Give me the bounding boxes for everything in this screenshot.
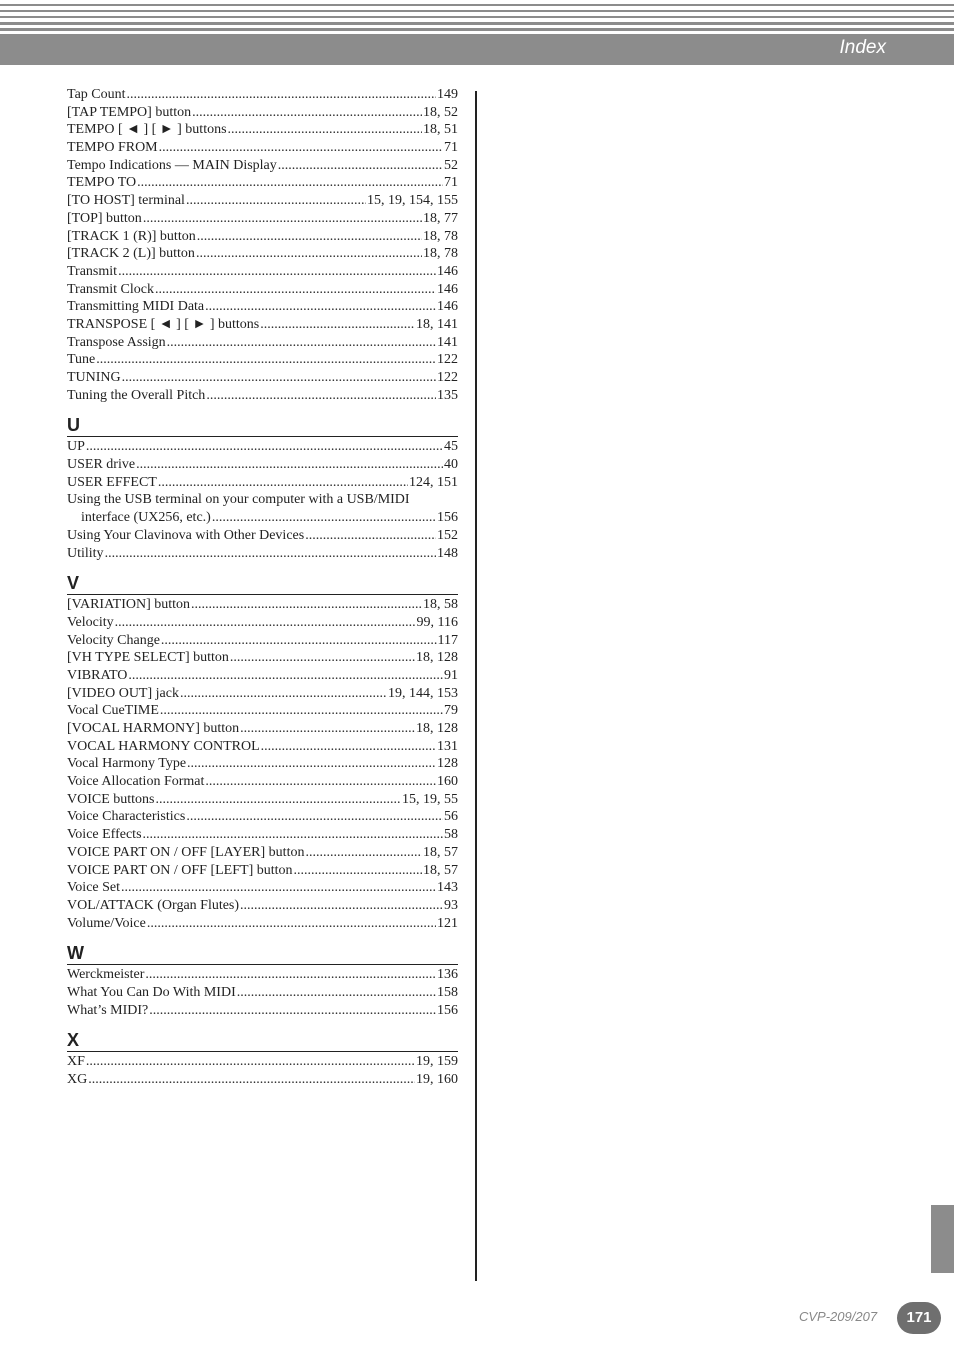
leader-dots [88,1071,415,1089]
index-entry [67,1053,458,1071]
leader-dots [206,387,436,405]
leader-dots [159,139,443,157]
index-term: TEMPO TO [67,175,137,191]
index-term: [TAP TEMPO] button [67,104,192,120]
column-divider [475,91,477,1281]
leader-dots [86,1053,415,1071]
index-entry [67,773,458,791]
page-refs: 18, 51 [423,122,458,138]
leader-dots [147,915,436,933]
page-refs: 93 [444,897,458,913]
index-term: Voice Effects [67,827,142,843]
index-entry [67,808,458,826]
index-term: What You Can Do With MIDI [67,984,236,1000]
leader-dots [118,263,436,281]
leader-dots [240,720,415,738]
leader-dots [305,527,436,545]
leader-dots [261,738,436,756]
index-term: Tap Count [67,87,126,102]
index-term: Velocity [67,614,114,630]
index-entry [67,649,458,667]
index-term: USER drive [67,457,136,473]
leader-dots [158,474,408,492]
leader-dots [122,369,436,387]
page-refs: 15, 19, 55 [402,791,458,807]
page-refs: 19, 144, 153 [388,685,458,701]
index-entry [67,915,458,933]
index-term: [VIDEO OUT] jack [67,685,179,701]
index-term: [VH TYPE SELECT] button [67,650,229,666]
page-refs: 18, 128 [416,721,458,737]
index-term: Voice Characteristics [67,809,186,825]
leader-dots [278,157,443,175]
page-refs: 71 [444,140,458,156]
page-refs: 146 [437,263,458,279]
leader-dots [137,174,443,192]
index-term: VOCAL HARMONY CONTROL [67,738,260,754]
index-entry [67,702,458,720]
index-term: Velocity Change [67,632,160,648]
index-term: Werckmeister [67,967,145,983]
index-term: VOICE PART ON / OFF [LEFT] button [67,862,293,878]
page-refs: 156 [437,1002,458,1018]
leader-dots [191,596,422,614]
index-term: VIBRATO [67,667,128,683]
index-term: TEMPO FROM [67,140,158,156]
page-refs: 18, 78 [423,246,458,262]
leader-dots [180,685,387,703]
index-entry [67,263,458,281]
leader-dots [186,192,366,210]
index-entry [67,174,458,192]
index-term: Voice Allocation Format [67,774,205,790]
page-refs: 18, 141 [416,316,458,332]
index-entry [67,632,458,650]
index-entry [67,157,458,175]
leader-dots [187,755,436,773]
leader-dots [212,509,436,527]
page-refs: 158 [437,984,458,1000]
footer-model: CVP-209/207 [799,1309,878,1324]
index-term: Utility [67,545,104,561]
leader-dots [192,104,422,122]
page-refs: 99, 116 [416,614,458,630]
leader-dots [205,298,436,316]
page-refs: 18, 57 [423,844,458,860]
page-refs: 122 [437,370,458,385]
index-term: What’s MIDI? [67,1002,149,1018]
page-refs: 56 [444,809,458,825]
index-entry [67,844,458,862]
leader-dots [127,86,436,104]
index-entry [67,738,458,756]
page-refs: 58 [444,827,458,843]
page-refs: 19, 160 [416,1072,458,1088]
page-refs: 156 [437,510,458,526]
index-entry [67,509,458,527]
index-entry [67,1071,458,1089]
index-entry [67,614,458,632]
header-stripes [0,0,954,34]
index-term: [VOCAL HARMONY] button [67,721,240,737]
page-refs: 18, 58 [423,597,458,613]
index-entry [67,545,458,563]
index-term: Transmit Clock [67,281,154,297]
index-entry [67,121,458,139]
page-refs: 18, 128 [416,650,458,666]
page-refs: 19, 159 [416,1054,458,1070]
page-refs: 160 [437,774,458,790]
leader-dots [197,228,422,246]
leader-dots [167,334,436,352]
index-term: XG [67,1072,88,1088]
leader-dots [260,316,415,334]
page-refs: 152 [437,527,458,543]
leader-dots [161,632,437,650]
index-entry [67,527,458,545]
page-refs: 71 [444,175,458,191]
leader-dots [196,245,422,263]
page-refs: 117 [437,632,458,648]
page-refs: 79 [444,703,458,719]
index-term: interface (UX256, etc.) [81,510,211,526]
page-refs: 146 [437,299,458,315]
index-term: Transpose Assign [67,334,166,350]
leader-dots [143,826,443,844]
page-refs: 91 [444,667,458,683]
page-refs: 122 [437,352,458,368]
section-letter: W [67,942,458,965]
page-refs: 121 [437,915,458,931]
leader-dots [230,649,415,667]
leader-dots [115,614,416,632]
leader-dots [143,210,422,228]
index-term: Voice Set [67,880,121,896]
leader-dots [156,791,402,809]
index-entry [67,228,458,246]
index-entry [67,474,458,492]
leader-dots [155,281,436,299]
leader-dots [86,438,443,456]
index-entry [67,387,458,405]
index-entry [67,966,458,984]
page-refs: 40 [444,457,458,473]
page-refs: 124, 151 [409,474,458,490]
index-term: VOICE buttons [67,791,155,807]
index-entry [67,720,458,738]
index-entry [67,139,458,157]
index-term: [VARIATION] button [67,597,191,613]
page-refs: 45 [444,439,458,455]
leader-dots [136,456,443,474]
page-refs: 18, 57 [423,862,458,878]
index-entry [67,984,458,1002]
leader-dots [145,966,436,984]
leader-dots [96,351,436,369]
page-refs: 143 [437,880,458,896]
page-refs: 131 [437,738,458,754]
leader-dots [237,984,436,1002]
leader-dots [186,808,443,826]
index-entry [67,596,458,614]
side-tab [931,1205,954,1273]
page-number-badge: 171 [897,1302,941,1334]
leader-dots [128,667,443,685]
index-term: [TOP] button [67,210,142,226]
index-entry [67,86,458,104]
section-letter: X [67,1029,458,1052]
index-term: TRANSPOSE [ ◄ ] [ ► ] buttons [67,316,260,332]
page-refs: 52 [444,157,458,173]
index-term: XF [67,1054,85,1070]
index-entry [67,351,458,369]
index-entry [67,369,458,387]
index-entry [67,316,458,334]
index-term: Transmitting MIDI Data [67,299,205,315]
index-entry [67,862,458,880]
section-letter: U [67,414,458,437]
index-term: Using the USB terminal on your computer with a USB/MIDI [67,492,410,508]
index-entry [67,791,458,809]
index-term: Tempo Indications — MAIN Display [67,157,277,173]
leader-dots [121,879,436,897]
index-entry [67,755,458,773]
leader-dots [105,545,436,563]
index-column [67,86,458,1089]
page-refs: 146 [437,281,458,297]
page-refs: 18, 77 [423,210,458,226]
index-entry [67,879,458,897]
page-title: Index [839,37,886,58]
page-refs: 148 [437,545,458,561]
index-entry [67,438,458,456]
index-entry [67,281,458,299]
index-entry [67,685,458,703]
index-entry [67,245,458,263]
index-entry [67,897,458,915]
index-entry [67,826,458,844]
index-term: Using Your Clavinova with Other Devices [67,527,305,543]
index-entry [67,210,458,228]
index-term: UP [67,439,85,455]
index-term: VOICE PART ON / OFF [LAYER] button [67,844,305,860]
index-term: Volume/Voice [67,915,146,931]
index-entry [67,192,458,210]
index-term: Tune [67,352,96,368]
leader-dots [305,844,422,862]
index-entry [67,667,458,685]
leader-dots [149,1002,436,1020]
index-entry [67,334,458,352]
index-term: Transmit [67,263,118,279]
page-refs: 136 [437,967,458,983]
page-refs: 15, 19, 154, 155 [367,193,458,209]
index-term: [TRACK 2 (L)] button [67,246,195,262]
index-term: TEMPO [ ◄ ] [ ► ] buttons [67,122,227,138]
leader-dots [240,897,443,915]
header-bar [0,34,954,65]
page-refs: 128 [437,756,458,772]
leader-dots [228,121,422,139]
index-term: USER EFFECT [67,474,157,490]
index-term: Vocal Harmony Type [67,756,187,772]
section-letter: V [67,572,458,595]
index-entry [67,104,458,122]
index-term: Vocal CueTIME [67,703,159,719]
page-refs: 149 [437,87,458,102]
index-entry [67,1002,458,1020]
index-term: TUNING [67,370,121,385]
page-refs: 141 [437,334,458,350]
index-term: Tuning the Overall Pitch [67,387,206,403]
index-entry [67,456,458,474]
index-term: [TRACK 1 (R)] button [67,228,196,244]
page-refs: 135 [437,387,458,403]
index-term: [TO HOST] terminal [67,193,185,209]
leader-dots [205,773,436,791]
page-refs: 18, 52 [423,104,458,120]
leader-dots [160,702,443,720]
leader-dots [294,862,422,880]
page-refs: 18, 78 [423,228,458,244]
index-term: VOL/ATTACK (Organ Flutes) [67,897,240,913]
index-entry [67,298,458,316]
